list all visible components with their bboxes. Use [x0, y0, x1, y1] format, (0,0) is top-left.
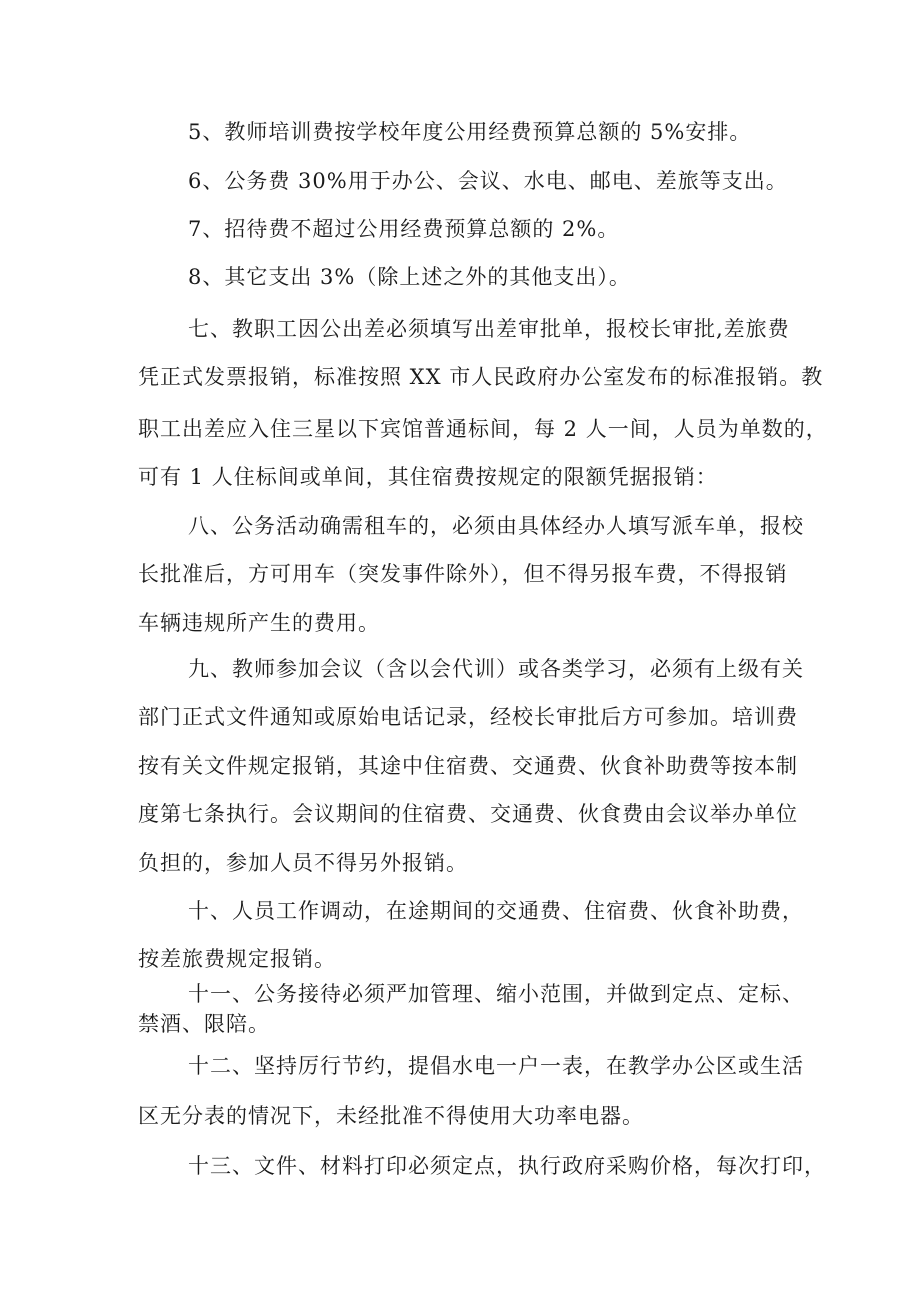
text-line: 按差旅费规定报销。	[138, 947, 336, 971]
text-line: 部门正式文件通知或原始电话记录，经校长审批后方可参加。培训费	[138, 705, 798, 729]
text-line: 7、招待费不超过公用经费预算总额的 2%。	[188, 217, 620, 241]
text-line: 负担的，参加人员不得另外报销。	[138, 851, 468, 875]
text-line: 按有关文件规定报销，其途中住宿费、交通费、伙食补助费等按本制	[138, 754, 798, 778]
text-line: 凭正式发票报销，标准按照 XX 市人民政府办公室发布的标准报销。教	[138, 365, 824, 389]
text-line: 七、教职工因公出差必须填写出差审批单，报校长审批,差旅费	[188, 317, 790, 341]
text-line: 职工出差应入住三星以下宾馆普通标间，每 2 人一间，人员为单数的，	[138, 417, 828, 441]
text-line: 5、教师培训费按学校年度公用经费预算总额的 5%安排。	[188, 120, 752, 144]
text-line: 度第七条执行。会议期间的住宿费、交通费、伙食费由会议举办单位	[138, 802, 798, 826]
text-line: 可有 1 人住标间或单间，其住宿费按规定的限额凭据报销：	[138, 465, 718, 489]
text-line: 九、教师参加会议（含以会代训）或各类学习，必须有上级有关	[188, 657, 804, 681]
text-line: 八、公务活动确需租车的，必须由具体经办人填写派车单，报校	[188, 514, 804, 538]
text-line: 禁酒、限陪。	[138, 1012, 270, 1036]
text-line: 区无分表的情况下，未经批准不得使用大功率电器。	[138, 1104, 644, 1128]
text-line: 十二、坚持厉行节约，提倡水电一户一表，在教学办公区或生活	[188, 1054, 804, 1078]
text-line: 8、其它支出 3%（除上述之外的其他支出）。	[188, 265, 631, 289]
text-line: 车辆违规所产生的费用。	[138, 611, 380, 635]
text-line: 6、公务费 30%用于办公、会议、水电、邮电、差旅等支出。	[188, 169, 788, 193]
text-line: 十三、文件、材料打印必须定点，执行政府采购价格，每次打印，	[188, 1154, 826, 1178]
text-line: 十一、公务接待必须严加管理、缩小范围，并做到定点、定标、	[188, 982, 804, 1006]
text-line: 十、人员工作调动，在途期间的交通费、住宿费、伙食补助费，	[188, 899, 804, 923]
text-line: 长批准后，方可用车（突发事件除外），但不得另报车费，不得报销	[138, 562, 788, 586]
